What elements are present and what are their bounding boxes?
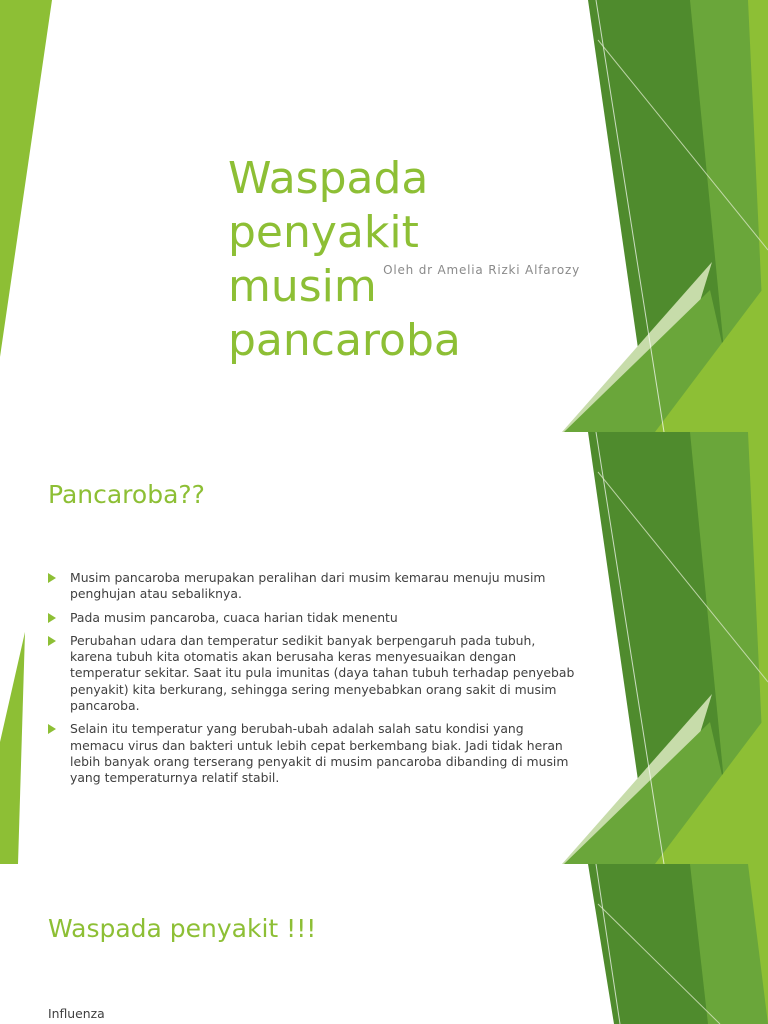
bullet-item	[48, 721, 576, 786]
presentation-author: Oleh dr Amelia Rizki Alfarozy	[383, 263, 580, 277]
bullet-text: Perubahan udara dan temperatur sedikit banyak berpengaruh pada tubuh, karena tubuh kita otomatis akan berusaha keras menyesuaikan dengan temperatur sekitar. Saat itu pula imunitas (daya tahan tubuh terhadap penyebab penyakit) kita berkurang, sehingga sering menyebabkan orang sakit di musim pancaroba.	[70, 632, 575, 714]
bullet-text: Selain itu temperatur yang berubah-ubah adalah salah satu kondisi yang memacu virus dan bakteri untuk lebih cepat berkembang biak. Jadi tidak heran lebih banyak orang terserang penyakit di musim pancaroba dibanding di musim yang temperaturnya relatif stabil.	[70, 721, 569, 786]
bullet-arrow-icon	[48, 573, 56, 583]
decorative-green-facets	[0, 864, 768, 1024]
slide-heading: Pancaroba??	[48, 480, 205, 509]
title-line-1: Waspada penyakit	[228, 153, 429, 258]
disease-item-influenza: Influenza	[48, 1006, 105, 1021]
left-facet	[0, 632, 25, 864]
bullet-arrow-icon	[48, 724, 56, 734]
bullet-arrow-icon	[48, 613, 56, 623]
slide-waspada-penyakit	[0, 864, 768, 1024]
bullet-item	[48, 570, 576, 603]
slide-title	[0, 0, 768, 432]
bullet-text: Musim pancaroba merupakan peralihan dari musim kemarau menuju musim penghujan atau sebaliknya.	[70, 570, 546, 602]
title-line-2: musim pancaroba	[228, 261, 461, 366]
bullet-item	[48, 633, 576, 714]
bullet-item	[48, 610, 576, 626]
bullet-arrow-icon	[48, 636, 56, 646]
bullet-list	[48, 570, 576, 794]
slide-heading: Waspada penyakit !!!	[48, 914, 317, 943]
left-facet	[0, 0, 52, 357]
slide-pancaroba	[0, 432, 768, 864]
presentation-title	[228, 152, 608, 368]
bullet-text: Pada musim pancaroba, cuaca harian tidak menentu	[70, 609, 398, 625]
